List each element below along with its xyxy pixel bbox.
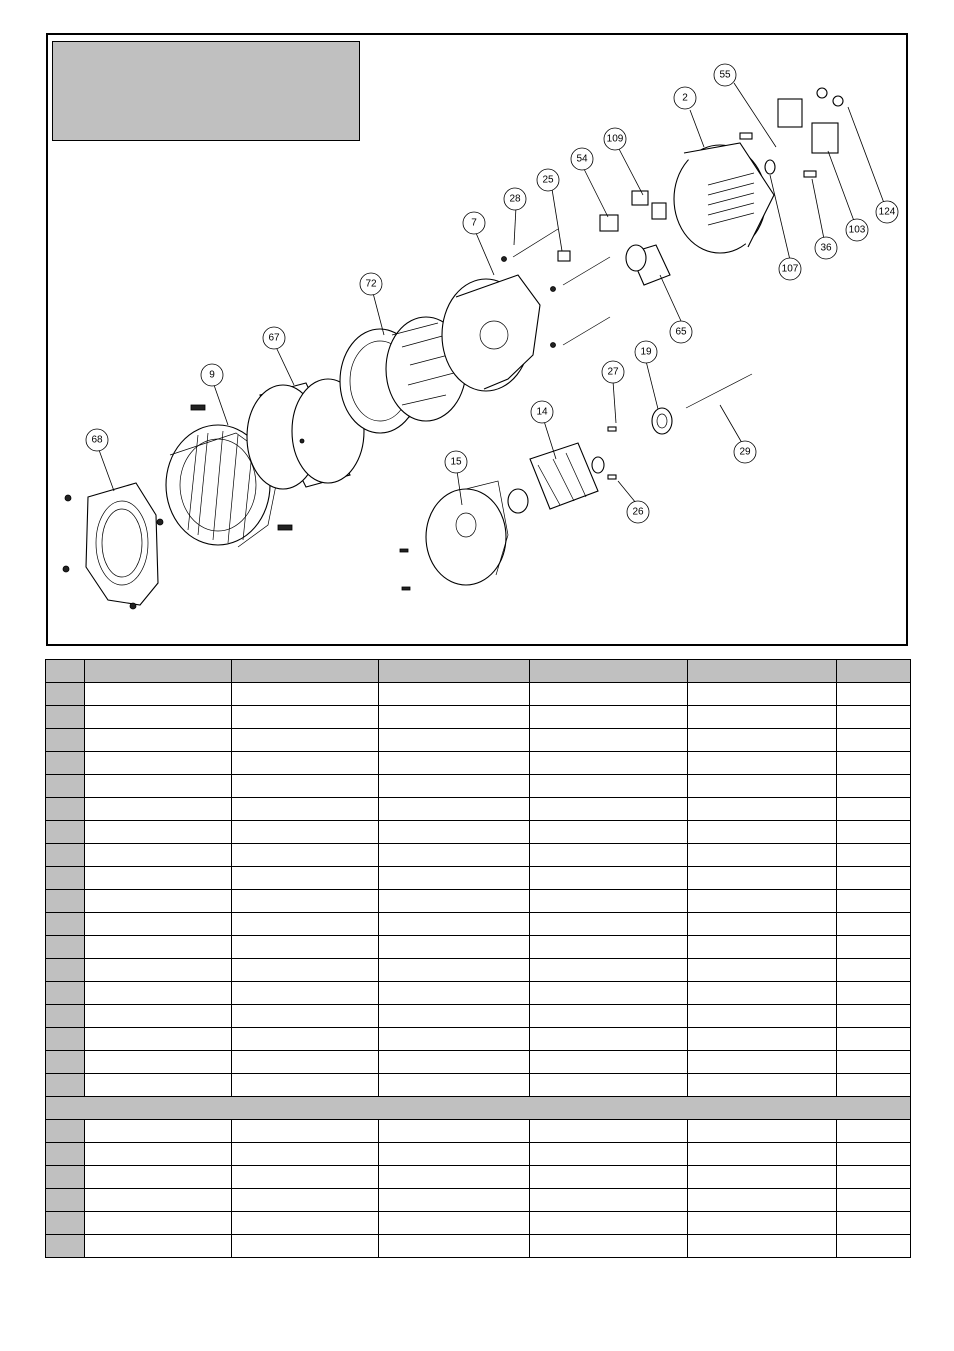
table-cell [379,1051,530,1074]
table-cell [530,1143,688,1166]
svg-text:9: 9 [209,369,215,381]
svg-text:36: 36 [820,242,832,254]
table-cell [837,1189,911,1212]
callout-103 [846,219,868,241]
table-cell [232,867,379,890]
table-cell [379,959,530,982]
table-cell [232,844,379,867]
table-cell [688,867,837,890]
table-cell [232,798,379,821]
table-cell [530,1028,688,1051]
table-cell [530,798,688,821]
table-cell [837,752,911,775]
part-14-rotor [508,443,604,513]
table-cell [232,1212,379,1235]
table-cell [232,706,379,729]
table-cell [379,775,530,798]
table-cell [85,1005,232,1028]
header-cell [46,660,85,683]
table-cell [837,844,911,867]
table-cell [688,1189,837,1212]
table-cell [688,1005,837,1028]
part-65-capacitor [626,245,670,285]
table-cell [379,982,530,1005]
row-index-cell [46,706,85,729]
table-cell [837,775,911,798]
table-cell [688,1120,837,1143]
table-cell [379,821,530,844]
table-cell [837,1028,911,1051]
table-cell [530,1120,688,1143]
svg-text:26: 26 [632,506,644,518]
header-cell [85,660,232,683]
table-cell [232,683,379,706]
part-68-front-flange [63,483,163,609]
callout-109 [604,128,626,150]
table-cell [837,1051,911,1074]
row-index-cell [46,775,85,798]
header-cell [232,660,379,683]
table-row [46,729,911,752]
table-cell [232,959,379,982]
part-25-clip [558,251,570,261]
callout-19 [635,341,657,363]
svg-text:103: 103 [848,224,866,236]
table-cell [837,959,911,982]
svg-text:14: 14 [536,406,548,418]
section-divider-cell [46,1097,911,1120]
table-cell [837,890,911,913]
svg-text:2: 2 [682,92,688,104]
part-19-bearing [652,408,672,434]
table-row [46,890,911,913]
table-cell [379,867,530,890]
table-cell [85,867,232,890]
table-cell [837,936,911,959]
callout-7 [463,212,485,234]
table-cell [530,1074,688,1097]
table-cell [379,752,530,775]
table-cell [85,982,232,1005]
section-divider-row [46,1097,911,1120]
table-cell [85,1235,232,1258]
table-cell [85,890,232,913]
table-cell [837,821,911,844]
callout-65 [670,321,692,343]
part-27-key [608,427,616,431]
table-cell [232,1189,379,1212]
svg-text:15: 15 [450,456,462,468]
svg-text:68: 68 [91,434,103,446]
table-cell [379,1028,530,1051]
table-cell [688,982,837,1005]
part-103-connector [812,123,838,153]
svg-text:19: 19 [640,346,652,358]
table-cell [688,752,837,775]
table-cell [85,1074,232,1097]
table-cell [379,683,530,706]
table-cell [530,1235,688,1258]
callout-9 [201,364,223,386]
table-cell [379,1074,530,1097]
svg-text:7: 7 [471,217,477,229]
table-cell [379,913,530,936]
callout-72 [360,273,382,295]
header-cell [837,660,911,683]
svg-text:27: 27 [607,366,619,378]
table-cell [85,798,232,821]
table-cell [688,913,837,936]
table-cell [530,752,688,775]
table-cell [688,1074,837,1097]
callout-14 [531,401,553,423]
callout-15 [445,451,467,473]
row-index-cell [46,1143,85,1166]
svg-text:29: 29 [739,446,751,458]
exploded-diagram-frame [46,33,908,646]
table-cell [232,1028,379,1051]
svg-text:109: 109 [606,133,624,145]
table-cell [688,1212,837,1235]
table-cell [232,1120,379,1143]
table-cell [379,798,530,821]
part-107-ring [765,160,775,174]
part-fitting [740,133,752,139]
table-cell [688,683,837,706]
table-cell [85,1143,232,1166]
table-cell [688,729,837,752]
part-2-rear-cover [674,143,774,253]
table-cell [530,1166,688,1189]
svg-text:67: 67 [268,332,280,344]
table-row [46,752,911,775]
table-cell [688,844,837,867]
table-cell [530,821,688,844]
callout-36 [815,237,837,259]
header-cell [530,660,688,683]
row-index-cell [46,1005,85,1028]
table-cell [85,959,232,982]
callout-124 [876,201,898,223]
table-cell [530,913,688,936]
table-cell [85,1166,232,1189]
table-cell [85,1212,232,1235]
table-cell [85,1189,232,1212]
table-cell [85,775,232,798]
table-cell [530,1189,688,1212]
table-row [46,1212,911,1235]
table-cell [530,683,688,706]
table-cell [85,936,232,959]
table-cell [837,982,911,1005]
table-row [46,1074,911,1097]
part-109-component-b [652,203,666,219]
table-cell [85,844,232,867]
part-124-cap-a [817,88,827,98]
row-index-cell [46,844,85,867]
table-cell [232,1235,379,1258]
table-cell [837,1212,911,1235]
table-row [46,1028,911,1051]
table-cell [379,1212,530,1235]
part-7-rear-bracket [442,257,556,392]
table-cell [379,1189,530,1212]
table-cell [85,821,232,844]
table-cell [85,752,232,775]
callout-25 [537,169,559,191]
callout-55 [714,64,736,86]
row-index-cell [46,1189,85,1212]
table-cell [837,1005,911,1028]
table-cell [85,683,232,706]
table-cell [530,936,688,959]
table-row [46,821,911,844]
row-index-cell [46,798,85,821]
table-cell [379,1120,530,1143]
table-cell [530,1005,688,1028]
svg-text:28: 28 [509,193,521,205]
table-row [46,1166,911,1189]
row-index-cell [46,1166,85,1189]
table-cell [85,1028,232,1051]
table-cell [688,1143,837,1166]
row-index-cell [46,1074,85,1097]
table-cell [232,1166,379,1189]
table-cell [688,1051,837,1074]
table-cell [530,982,688,1005]
table-header-row [46,660,911,683]
table-row [46,1051,911,1074]
row-index-cell [46,729,85,752]
part-26-key [608,475,616,479]
callout-107 [779,258,801,280]
exploded-parts-view [48,35,906,644]
row-index-cell [46,1028,85,1051]
svg-text:55: 55 [719,69,731,81]
row-index-cell [46,752,85,775]
table-cell [530,959,688,982]
table-row [46,1235,911,1258]
table-cell [688,1028,837,1051]
table-cell [530,706,688,729]
callout-68 [86,429,108,451]
table-cell [837,1235,911,1258]
table-cell [85,729,232,752]
table-cell [837,683,911,706]
svg-text:124: 124 [878,206,896,218]
table-cell [688,706,837,729]
table-cell [379,936,530,959]
table-cell [232,752,379,775]
table-cell [232,1074,379,1097]
row-index-cell [46,867,85,890]
table-cell [688,936,837,959]
callout-2 [674,87,696,109]
table-cell [837,867,911,890]
table-cell [530,729,688,752]
table-cell [688,821,837,844]
row-index-cell [46,982,85,1005]
table-cell [232,1005,379,1028]
table-row [46,775,911,798]
table-row [46,1005,911,1028]
row-index-cell [46,936,85,959]
header-cell [379,660,530,683]
table-cell [530,844,688,867]
table-cell [379,890,530,913]
table-cell [379,1005,530,1028]
table-cell [232,936,379,959]
table-cell [837,706,911,729]
table-cell [85,913,232,936]
row-index-cell [46,913,85,936]
table-cell [85,1120,232,1143]
table-cell [688,775,837,798]
table-cell [232,913,379,936]
table-cell [688,1235,837,1258]
table-cell [379,1143,530,1166]
table-row [46,913,911,936]
table-cell [232,821,379,844]
callout-29 [734,441,756,463]
table-cell [688,890,837,913]
table-cell [530,1051,688,1074]
part-124-cap-b [833,96,843,106]
svg-text:54: 54 [576,153,588,165]
svg-text:25: 25 [542,174,554,186]
row-index-cell [46,1120,85,1143]
table-cell [837,913,911,936]
table-cell [232,729,379,752]
header-cell [688,660,837,683]
part-36-screw [804,171,816,177]
svg-text:72: 72 [365,278,377,290]
table-cell [85,706,232,729]
table-cell [379,1166,530,1189]
table-cell [837,1074,911,1097]
row-index-cell [46,959,85,982]
callout-28 [504,188,526,210]
parts-table [45,659,911,1258]
table-cell [688,959,837,982]
table-cell [688,798,837,821]
table-row [46,706,911,729]
table-cell [232,982,379,1005]
table-cell [379,706,530,729]
table-cell [837,1120,911,1143]
table-cell [530,1212,688,1235]
table-cell [232,1143,379,1166]
row-index-cell [46,1235,85,1258]
part-connector-upper [778,99,802,127]
callout-54 [571,148,593,170]
table-cell [232,775,379,798]
svg-text:107: 107 [781,263,799,275]
table-row [46,867,911,890]
table-row [46,982,911,1005]
table-row [46,1120,911,1143]
table-cell [232,1051,379,1074]
table-cell [530,867,688,890]
table-row [46,844,911,867]
row-index-cell [46,683,85,706]
callout-67 [263,327,285,349]
table-cell [837,729,911,752]
table-cell [379,729,530,752]
svg-text:65: 65 [675,326,687,338]
table-row [46,683,911,706]
table-row [46,936,911,959]
table-cell [837,1166,911,1189]
table-cell [530,775,688,798]
callout-27 [602,361,624,383]
table-row [46,1189,911,1212]
table-cell [379,1235,530,1258]
table-row [46,1143,911,1166]
part-15-fan [400,481,508,590]
row-index-cell [46,1051,85,1074]
table-cell [85,1051,232,1074]
row-index-cell [46,890,85,913]
table-cell [688,1166,837,1189]
row-index-cell [46,821,85,844]
table-cell [837,798,911,821]
table-row [46,959,911,982]
table-cell [837,1143,911,1166]
row-index-cell [46,1212,85,1235]
table-cell [530,890,688,913]
part-54-component [600,215,618,231]
part-109-component [632,191,648,205]
callout-26 [627,501,649,523]
table-cell [379,844,530,867]
table-row [46,798,911,821]
table-cell [232,890,379,913]
